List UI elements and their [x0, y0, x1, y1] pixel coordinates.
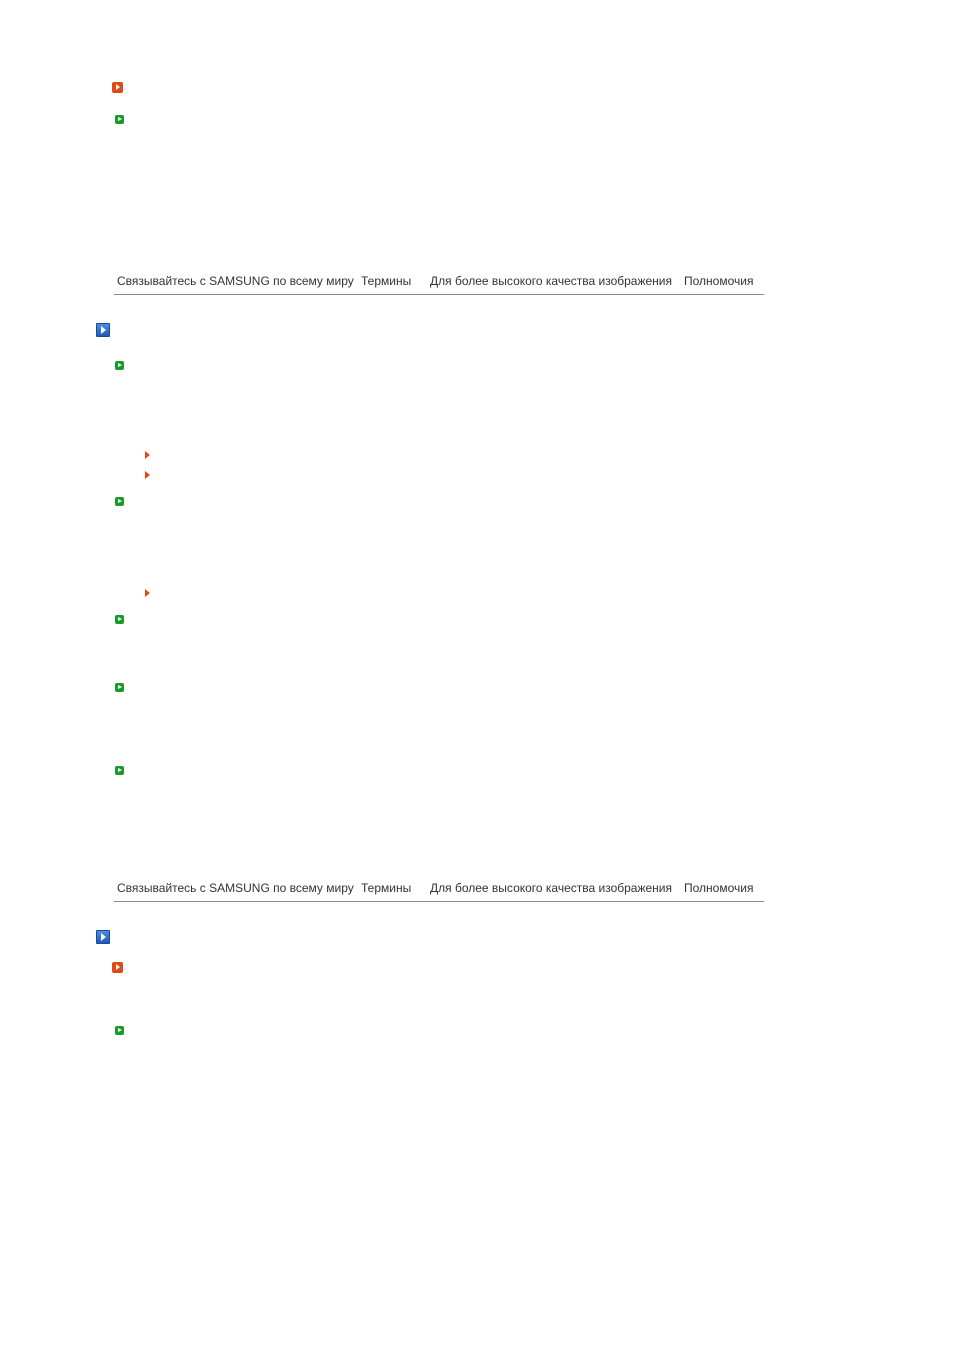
- footer-nav: [114, 875, 764, 902]
- footer-link-contact[interactable]: Связывайтесь с SAMSUNG по всему миру: [117, 881, 354, 895]
- warning-icon: [112, 82, 123, 93]
- bullet-icon: [115, 683, 124, 692]
- footer-nav: [114, 268, 764, 295]
- bullet-icon: [115, 1026, 124, 1035]
- sub-bullet-icon: [145, 471, 150, 479]
- bullet-icon: [115, 361, 124, 370]
- footer-link-warranty[interactable]: Полномочия: [684, 274, 754, 288]
- bullet-icon: [115, 766, 124, 775]
- section-icon: [96, 930, 110, 944]
- warning-icon: [112, 962, 123, 973]
- footer-link-warranty[interactable]: Полномочия: [684, 881, 754, 895]
- footer-link-terms[interactable]: Термины: [361, 881, 412, 895]
- footer-link-image-quality[interactable]: Для более высокого качества изображения: [430, 881, 673, 895]
- bullet-icon: [115, 115, 124, 124]
- footer-link-contact[interactable]: Связывайтесь с SAMSUNG по всему миру: [117, 274, 354, 288]
- footer-link-terms[interactable]: Термины: [361, 274, 412, 288]
- section-icon: [96, 323, 110, 337]
- sub-bullet-icon: [145, 451, 150, 459]
- sub-bullet-icon: [145, 589, 150, 597]
- bullet-icon: [115, 615, 124, 624]
- footer-link-image-quality[interactable]: Для более высокого качества изображения: [430, 274, 673, 288]
- bullet-icon: [115, 497, 124, 506]
